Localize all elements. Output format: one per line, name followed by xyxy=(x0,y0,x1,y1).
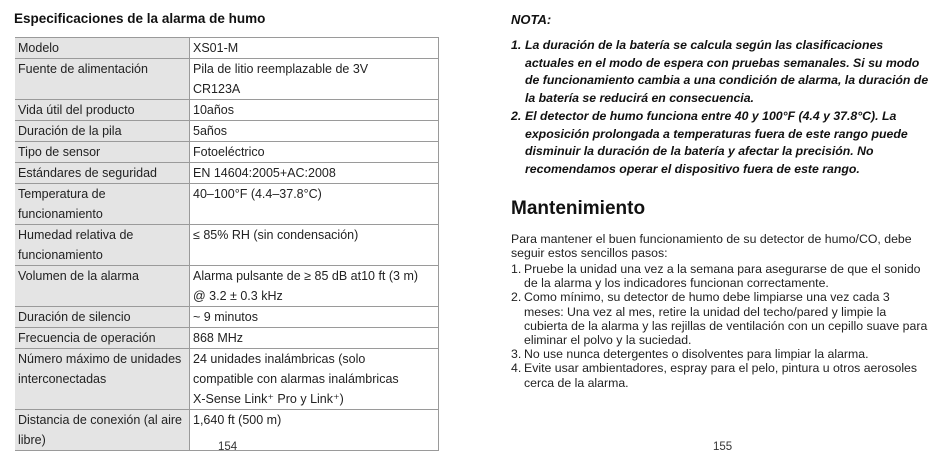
spec-value-line: Fotoeléctrico xyxy=(193,145,265,159)
spec-label: Temperatura de funcionamiento xyxy=(15,184,190,225)
page-number-right: 155 xyxy=(713,441,733,453)
note-number: 2. xyxy=(511,109,522,123)
spec-value-line: 40–100°F (4.4–37.8°C) xyxy=(193,187,322,201)
note-text: La duración de la batería se calcula según las clasificaciones actuales en el modo de espera con pruebas semanales. Si su modo de funcionamiento cambia a una condición de alarma, la duración de la batería se reducirá en consecuencia. xyxy=(525,38,929,105)
spec-value-line: 5años xyxy=(193,124,228,138)
notes-list xyxy=(511,37,931,178)
spec-title: Especificaciones de la alarma de humo xyxy=(14,11,266,26)
spec-value xyxy=(190,349,439,410)
spec-value-line: XS01-M xyxy=(193,41,239,55)
spec-row xyxy=(15,184,439,225)
spec-row xyxy=(15,121,439,142)
spec-value-line: compatible con alarmas inalámbricas xyxy=(193,372,399,386)
spec-row xyxy=(15,163,439,184)
page-number-left: 154 xyxy=(218,441,238,453)
spec-value xyxy=(190,100,439,121)
spec-value-line: ~ 9 minutos xyxy=(193,310,258,324)
spec-value xyxy=(190,266,439,307)
step-text: Pruebe la unidad una vez a la semana para asegurarse de que el sonido de la alarma y los indicadores funcionan correctamente. xyxy=(524,262,921,291)
maintenance-step xyxy=(511,262,931,290)
spec-value-line: CR123A xyxy=(193,82,241,96)
spec-value xyxy=(190,184,439,225)
spec-label: Humedad relativa de funcionamiento xyxy=(15,225,190,266)
spec-row xyxy=(15,142,439,163)
spec-label: Frecuencia de operación xyxy=(15,328,190,349)
note-item xyxy=(511,37,931,107)
right-page xyxy=(475,0,950,455)
spec-value xyxy=(190,121,439,142)
spec-value xyxy=(190,38,439,59)
step-number: 2. xyxy=(511,290,522,305)
spec-value xyxy=(190,328,439,349)
spec-value-line: 10años xyxy=(193,103,235,117)
spec-label: Vida útil del producto xyxy=(15,100,190,121)
note-number: 1. xyxy=(511,38,522,52)
step-number: 1. xyxy=(511,262,522,276)
spec-row xyxy=(15,328,439,349)
spec-value-line: Pila de litio reemplazable de 3V xyxy=(193,62,369,76)
maintenance-list xyxy=(511,262,931,390)
note-item xyxy=(511,108,931,178)
spec-label: Estándares de seguridad xyxy=(15,163,190,184)
maintenance-step xyxy=(511,290,931,347)
spec-value-line: Alarma pulsante de ≥ 85 dB at10 ft (3 m) xyxy=(193,269,419,283)
spec-value-line: 868 MHz xyxy=(193,331,244,345)
spec-value-line: 1,640 ft (500 m) xyxy=(193,413,282,427)
maintenance-step xyxy=(511,361,931,389)
spec-label: Volumen de la alarma xyxy=(15,266,190,307)
spec-row xyxy=(15,225,439,266)
step-text: No use nunca detergentes o disolventes para limpiar la alarma. xyxy=(524,347,869,362)
spec-row xyxy=(15,59,439,100)
spec-label: Tipo de sensor xyxy=(15,142,190,163)
spec-label: Duración de la pila xyxy=(15,121,190,142)
maintenance-intro: Para mantener el buen funcionamiento de su detector de humo/CO, debe seguir estos sencillos pasos: xyxy=(511,232,912,261)
spec-row xyxy=(15,38,439,59)
spec-value xyxy=(190,225,439,266)
spec-value-line: EN 14604:2005+AC:2008 xyxy=(193,166,336,180)
spec-value xyxy=(190,163,439,184)
spec-label: Número máximo de unidades interconectadas xyxy=(15,349,190,410)
step-number: 3. xyxy=(511,347,522,362)
spec-value-line: @ 3.2 ± 0.3 kHz xyxy=(193,289,283,303)
spec-value xyxy=(190,59,439,100)
spec-label: Fuente de alimentación xyxy=(15,59,190,100)
spec-value xyxy=(190,307,439,328)
spec-row xyxy=(15,307,439,328)
spec-label: Duración de silencio xyxy=(15,307,190,328)
step-number: 4. xyxy=(511,361,522,376)
spec-value xyxy=(190,142,439,163)
step-text: Evite usar ambientadores, espray para el pelo, pintura u otros aerosoles cerca de la alarma. xyxy=(524,361,918,390)
maintenance-step xyxy=(511,347,931,361)
spec-value-line: X-Sense Link⁺ Pro y Link⁺) xyxy=(193,392,344,406)
spec-row xyxy=(15,100,439,121)
nota-title: NOTA: xyxy=(511,12,552,27)
spec-label: Modelo xyxy=(15,38,190,59)
spec-label: Distancia de conexión (al aire libre) xyxy=(15,410,190,451)
maintenance-title: Mantenimiento xyxy=(511,198,646,219)
spec-value-line: 24 unidades inalámbricas (solo xyxy=(193,352,366,366)
spec-table xyxy=(15,37,439,451)
spec-row xyxy=(15,349,439,410)
note-text: El detector de humo funciona entre 40 y 100°F (4.4 y 37.8°C). La exposición prolongada a temperaturas fuera de este rango puede disminuir la duración de la batería y afectar la precisión. No recomendamos operar el dispositivo fuera de este rango. xyxy=(525,109,908,176)
spec-value-line: ≤ 85% RH (sin condensación) xyxy=(193,228,359,242)
spec-row xyxy=(15,266,439,307)
step-text: Como mínimo, su detector de humo debe limpiarse una vez cada 3 meses: Una vez al mes, retire la unidad del techo/pared y limpie la cubierta de la alarma y las rejillas de ventilación con un cepillo suave para eliminar el polvo y la suciedad. xyxy=(524,290,928,348)
